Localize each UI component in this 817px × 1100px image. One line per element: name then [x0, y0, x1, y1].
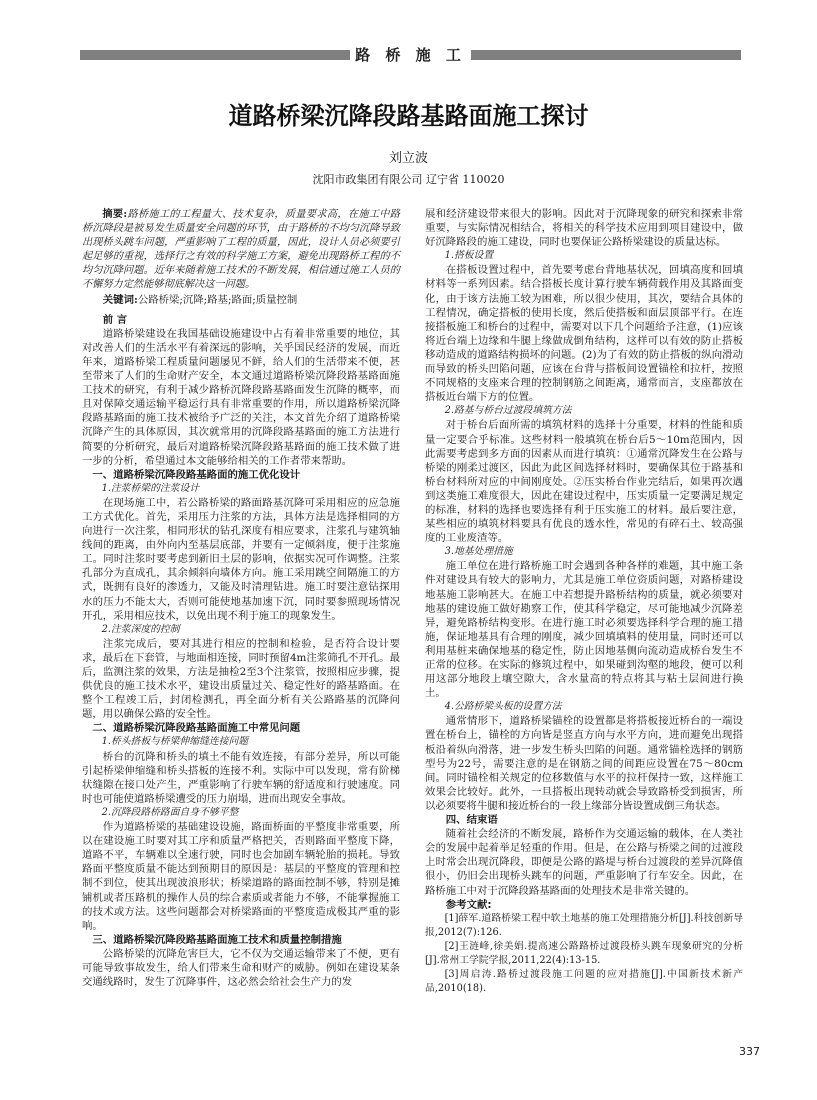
right-body [425, 207, 743, 996]
left-body [82, 313, 400, 990]
reference-item: [1]薛军.道路桥梁工程中软土地基的施工处理措施分析[J].科技创新导报,2012(7):126. [425, 912, 743, 938]
header-bar-right [471, 50, 741, 60]
right-column [425, 207, 743, 996]
paragraph: 随着社会经济的不断发展，路桥作为交通运输的载体，在人类社会的发展中起着举足轻重的作用。但是，在公路与桥梁之间的过渡段上时常会出现沉降段，即便是公路的路堤与桥台过渡段的差异沉降值很小，仍旧会出现桥头跳车的问题，严重影响了行车安全。因此，在路桥施工中对于沉降段路基路面的处理技术是非常关键的。 [425, 828, 743, 897]
references-heading: 参考文献: [445, 898, 492, 911]
paragraph: 道路桥梁建设在我国基础设施建设中占有着非常重要的地位，其对改善人们的生活水平有着深远的影响，关乎国民经济的发展，而近年来，道路桥梁工程质量问题屡见不鲜，给人们的生活带来不便，甚至带来了人们的生命财产安全，本文通过道路桥梁沉降段路基路面施工技术的研究，有利于减少路桥沉降段路基路面发生沉降的概率，而且对保障交通运输平稳运行具有非常重要的作用，所以道路桥梁沉降段路基路面的施工技术被给予广泛的关注，本文首先介绍了道路桥梁沉降产生的具体原因，其次就常用的沉降段路基路面的施工方法进行简要的分析研究，最后对道路桥梁沉降段路基路面的施工技术做了进一步的分析，希望通过本文能够给相关的工作者带来帮助。 [82, 327, 400, 467]
section-label: 路 桥 施 工 [355, 46, 466, 64]
abstract-label: 摘要: [102, 208, 128, 220]
section-heading: 前 言 [102, 313, 128, 326]
section-heading: 四、结束语 [445, 814, 498, 827]
paragraph: 施工单位在进行路桥施工时会遇到各种各样的难题，其中施工条件对建设具有较大的影响力，尤其是施工单位资质问题，对路桥建设地基施工影响甚大。在施工中若想提升路桥结构的质量，就必须要对地基的建设施工做好勘察工作，使其科学稳定，尽可能地减少沉降差异，避免路桥结构变形。在进行施工时必须要选择科学合理的施工措施，保证地基具有合理的刚度，减少回填填料的使用量，同时还可以利用基桩来确保地基的稳定性，防止因地基侧向流动造成桥台发生不正常的位移。在实际的修筑过程中，如果碰到沟壑的地段，便可以利用这部分地段上壤空隙大，含水量高的特点将其与粘土层间进行换土。 [425, 560, 743, 700]
subsection-heading: 2.注浆深度的控制 [101, 623, 180, 635]
abstract [82, 207, 400, 293]
paragraph: 公路桥梁的沉降危害巨大，它不仅为交通运输带来了不便，更有可能导致事故发生，给人们带来生命和财产的威胁。例如在建设某条交通线路时，发生了沉降事件，这必然会给社会生产力的发 [82, 947, 400, 989]
keywords-label: 关键词: [102, 293, 138, 306]
subsection-heading: 2.路基与桥台过渡段填筑方法 [444, 405, 572, 417]
paper-title: 道路桥梁沉降段路基路面施工探讨 [228, 102, 589, 130]
section-heading: 三、道路桥梁沉降段路基路面施工技术和质量控制措施 [92, 933, 342, 946]
paragraph: 桥台的沉降和桥头的填土不能有效连接，有部分差异，所以可能引起桥梁伸缩缝和桥头搭板的连接不利。实际中可以发现，常有阶梯状缝隙在接口处产生，严重影响了行驶车辆的舒适度和行驶速度。同时也可能使道路桥梁遭受的压力崩塌，进而出现安全事故。 [82, 750, 400, 805]
author: 刘立波 [388, 151, 428, 166]
subsection-heading: 3.地基处理措施 [444, 546, 513, 558]
header-bar-left [80, 50, 350, 60]
paragraph: 通常情形下，道路桥梁锚栓的设置都是将搭板接近桥台的一端设置在桥台上，锚栓的方向皆是竖直方向与水平方向，进而避免出现搭板沿着纵向滑落，进一步发生桥头凹陷的问题。通常锚栓选择的钢筋型号为22号，需要注意的是在钢筋之间的间距应设置在75～80cm间。同时锚栓相关规定的位移数值与水平的拉杆保持一致，这样施工效果会比较好。此外，一旦搭板出现转动就会导致路桥受到损害，所以必须要将牛腿和接近桥台的一段上缘部分皆设置成倒三角状态。 [425, 715, 743, 812]
abstract-text: 路桥施工的工程量大、技术复杂，质量要求高，在施工中路桥沉降段是被易发生质量安全问题的环节，由于路桥的不均匀沉降导致出现桥头跳车问题，严重影响了工程的质量，因此，设计人员必须要引起足够的重视，选择行之有效的科学施工方案，避免出现路桥工程的不均匀沉降问题。近年来随着施工技术的不断发展，相信通过施工人员的不懈努力定然能够彻底解决这一问题。 [82, 209, 400, 291]
keywords [82, 293, 400, 307]
reference-item: [3]周启涛.路桥过渡段施工问题的应对措施[J].中国新技术新产品,2010(18). [425, 969, 743, 995]
subsection-heading: 4.公路桥梁头板的设置方法 [444, 701, 562, 713]
subsection-heading: 1.桥头搭板与桥梁伸缩缝连接问题 [101, 736, 249, 748]
paragraph: 在搭板设置过程中，首先要考虑台背地基状况，回填高度和回填材料等一系列因素。结合搭板长度计算行驶车辆荷载作用及其路面变化，由于该方法施工较为困难，所以很少使用，其次，要结合具体的工程情况，确定搭板的使用长度，然后使搭板和面层顶部平行。在连接搭板施工和桥台的过程中，需要对以下几个问题给予注意，(1)应该将近台端上边缘和牛腿上缘做成倒角结构，这样可以有效的防止搭板移动造成的道路结构损坏的问题。(2)为了有效的防止搭板的纵向滑动而导致的桥头凹陷问题，应该在台背与搭板间设置锚栓和拉杆，按照不同规格的支座来合理的控制钢筋之间距离，通常而言，支座都放在搭板近台端下方的位置。 [425, 264, 743, 404]
subsection-heading: 1.注浆桥梁的注浆设计 [101, 482, 200, 494]
paragraph: 对于桥台后面所需的填筑材料的选择十分重要，材料的性能和质量一定要合乎标准。这些材料一般填筑在桥台后5～10m范围内，因此需要考虑到多方面的因素从而进行填筑：①通常沉降发生在公路与桥梁的刚柔过渡区，因此为此区间选择材料时，要确保其位于路基和桥台材料所对应的中间刚度处。②压实桥台作业完结后，如果再次遇到这类施工难度很大，因此在建设过程中，压实质量一定要满足规定的标准，材料的选择也要选择有利于压实施工的材料。最后要注意，某些相应的填筑材料要具有优良的透水性，常见的有碎石土、较高强度的工业废渣等。 [425, 419, 743, 545]
section-heading: 二、道路桥梁沉降段路基路面施工中常见问题 [92, 722, 301, 735]
subsection-heading: 2.沉降段路桥路面自身不够平整 [101, 806, 239, 818]
section-heading: 一、道路桥梁沉降段路基路面的施工优化设计 [92, 468, 301, 481]
subsection-heading: 1.搭板设置 [444, 250, 494, 262]
reference-item: [2]王涟峰,徐美娟.提高速公路路桥过渡段桥头跳车现象研究的分析[J].常州工学院学报,2011,22(4):13-15. [425, 940, 743, 966]
page-number: 337 [739, 1045, 760, 1058]
header-band [80, 44, 741, 66]
paragraph: 展和经济建设带来很大的影响。因此对于沉降现象的研究和探索非常重要，与实际情况相结合，将相关的科学技术应用到项目建设中，做好沉降路段的施工建设，同时也要保证公路桥梁建设的质量达标。 [425, 208, 743, 249]
affiliation: 沈阳市政集团有限公司 辽宁省 110020 [312, 173, 505, 186]
keywords-text: 公路桥梁;沉降;路基;路面;质量控制 [137, 293, 298, 306]
paragraph: 作为道路桥梁的基础建设设施，路面桥面的平整度非常重要，所以在建设施工时要对其工序和质量严格把关，否则路面平整度下降，道路不平，车辆难以全速行驶，同时也会加剧车辆轮胎的损耗。导致路面平整度质量不能达到预期目的原因是：基层的平整度的管理和控制不到位，使其出现波浪形状；桥梁道路的路面控制不够，特别是摊铺机或者压路机的操作人员的综合素质或者能力不够，不能掌握施工的技术或方法。这些问题都会对桥梁路面的平整度造成极其严重的影响。 [82, 821, 400, 932]
paragraph: 在现场施工中，若公路桥梁的路面路基沉降可采用相应的应急施工方式优化。首先，采用压力注浆的方法，具体方法是选择相同的方向进行一次注浆，相同形状的钻孔深度有相应要求，注浆孔与建筑轴线间的距离，由外向内至基层底部，并要有一定倾斜度，便于注浆施工。同时注浆时要考虑到新旧土层的影响，依据实况可作调整。注浆孔部分为直成孔，其余倾斜向墙体方向。施工采用跳空间隔施工的方式，既拥有良好的渗透力，又能及时清理钻进。施工时要注意钻探用水的压力不能太大，否则可能使地基加速下沉，同时要参照现场情况开孔，采用相应技术，以免出现不利于施工的现象发生。 [82, 496, 400, 622]
paragraph: 注浆完成后，要对其进行相应的控制和检验，是否符合设计要求，最后在下套管，与地面相连接，同时预留4m注浆筛孔不开孔。最后，监测注浆的效果，方法是抽检2至3个注浆管，按照相应步骤，提供优良的施工技术水平，建设出质量过关、稳定性好的路基路面。在整个工程竣工后，封闭检测孔，再全面分析有关公路路基的沉降问题，用以确保公路的安全性。 [82, 637, 400, 721]
left-column [82, 207, 400, 989]
